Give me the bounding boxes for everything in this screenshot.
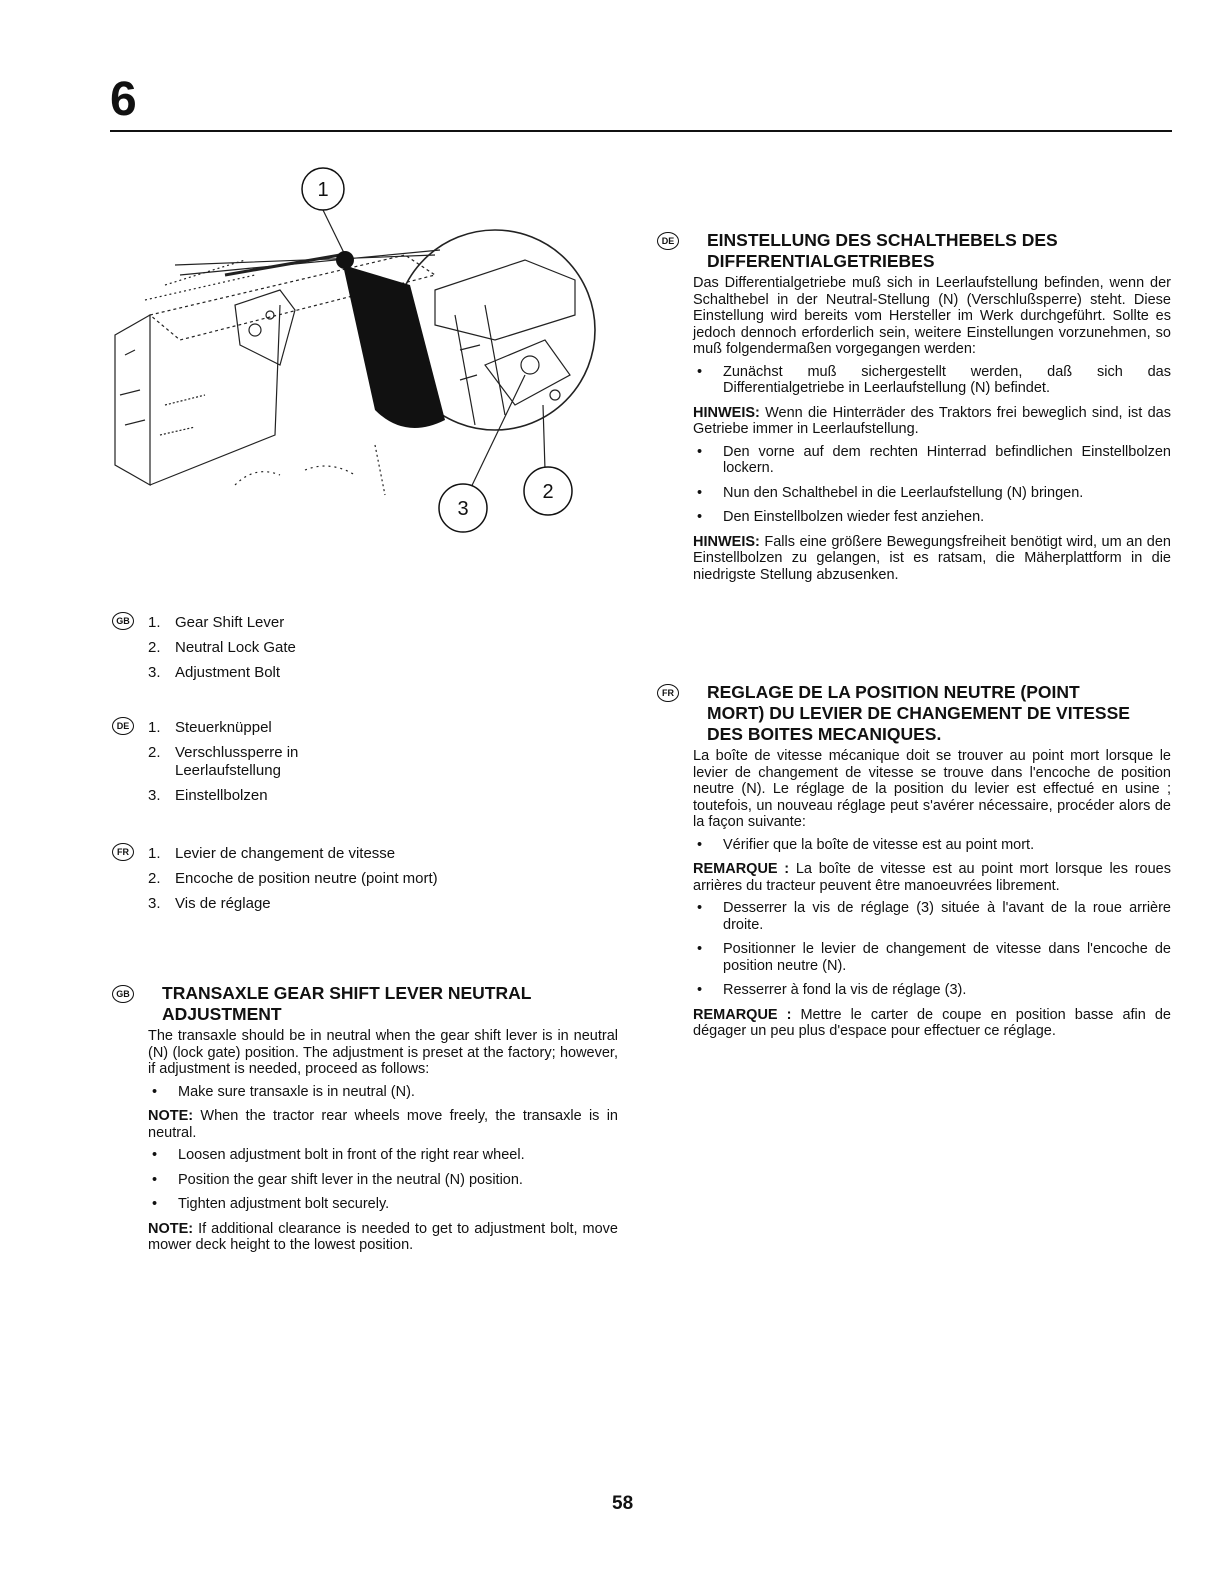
section-de (661, 230, 1171, 589)
list-item: • Desserrer la vis de réglage (3) située à l'avant de la roue arrière droite. (693, 900, 1171, 933)
legend-de (112, 719, 315, 812)
section-gb (116, 983, 618, 1260)
list-item: • Position the gear shift lever in the neutral (N) position. (148, 1172, 618, 1189)
intro-paragraph: Das Differentialgetriebe muß sich in Leerlaufstellung befinden, wenn der Schalthebel in der Neutral-Stellung (N) (Verschlußsperre) steht. Diese Einstellung wird bereits vom Hersteller im Werk durchgeführt. Sollte es jedoch dennoch erforderlich sein, weitere Einstellungen vorzunehmen, so muß folgendermaßen vorgegangen werden: (693, 275, 1171, 357)
note: REMARQUE : Mettre le carter de coupe en position basse afin de dégager un peu plus d'espace pour effectuer ce réglage. (693, 1006, 1171, 1039)
note: HINWEIS: Wenn die Hinterräder des Traktors frei beweglich sind, ist das Getriebe immer in Leerlaufstellung. (693, 404, 1171, 437)
list-item: • Make sure transaxle is in neutral (N). (148, 1084, 618, 1101)
fr-flag-icon: FR (657, 684, 679, 702)
svg-text:3: 3 (457, 498, 469, 520)
page-number: 58 (612, 1493, 634, 1514)
callout-3 (439, 484, 487, 532)
list-item: • Zunächst muß sichergestellt werden, daß sich das Differentialgetriebe in Leerlaufstellung (N) befindet. (693, 364, 1171, 397)
note: NOTE: If additional clearance is needed to get to adjustment bolt, move mower deck height to the lowest position. (148, 1220, 618, 1253)
list-item: • Nun den Schalthebel in die Leerlaufstellung (N) bringen. (693, 485, 1171, 502)
legend-item: 3. Vis de réglage (148, 895, 271, 912)
chapter-number: 6 (110, 73, 137, 126)
list-item: • Loosen adjustment bolt in front of the right rear wheel. (148, 1147, 618, 1164)
note: HINWEIS: Falls eine größere Bewegungsfreiheit benötigt wird, um an den Einstellbolzen zu gelangen, ist es ratsam, die Mäherplattform in die niedrigste Stellung abzusenken. (693, 533, 1171, 583)
gb-flag-icon: GB (112, 612, 134, 630)
intro-paragraph: The transaxle should be in neutral when the gear shift lever is in neutral (N) (lock gate) position. The adjustment is preset at the factory; however, if adjustment is needed, proceed as follows: (148, 1028, 618, 1077)
section-title: FR REGLAGE DE LA POSITION NEUTRE (POINT MORT) DU LEVIER DE CHANGEMENT DE VITESSE DES BOITES MECANIQUES. (693, 682, 1137, 745)
callout-2 (524, 467, 572, 515)
svg-text:2: 2 (542, 481, 554, 503)
svg-text:1: 1 (317, 179, 329, 201)
list-item: • Vérifier que la boîte de vitesse est au point mort. (693, 837, 1171, 854)
legend-gb (112, 614, 296, 689)
section-fr (662, 682, 1171, 1046)
section-title: DE EINSTELLUNG DES SCHALTHEBELS DES DIFFERENTIALGETRIEBES (693, 230, 1157, 272)
gb-flag-icon: GB (112, 985, 134, 1003)
de-flag-icon: DE (657, 232, 679, 250)
legend-item: 2. Verschlussperre in Leerlaufstellung (148, 744, 299, 779)
legend-fr (112, 845, 438, 920)
de-flag-icon: DE (112, 717, 134, 735)
legend-item: 1. Levier de changement de vitesse (148, 845, 396, 862)
note: NOTE: When the tractor rear wheels move freely, the transaxle is in neutral. (148, 1108, 618, 1141)
list-item: • Positionner le levier de changement de vitesse dans l'encoche de position neutre (N). (693, 941, 1171, 974)
fr-flag-icon: FR (112, 843, 134, 861)
note: REMARQUE : La boîte de vitesse est au point mort lorsque les roues arrières du tracteur peuvent être manoeuvrées librement. (693, 861, 1171, 894)
section-title: GB TRANSAXLE GEAR SHIFT LEVER NEUTRAL ADJUSTMENT (148, 983, 602, 1025)
list-item: • Tighten adjustment bolt securely. (148, 1196, 618, 1213)
legend-item: 1. Steuerknüppel (148, 719, 272, 736)
legend-item: 3. Einstellbolzen (148, 787, 268, 804)
callout-1 (302, 168, 344, 210)
list-item: • Den Einstellbolzen wieder fest anziehen. (693, 509, 1171, 526)
intro-paragraph: La boîte de vitesse mécanique doit se trouver au point mort lorsque le levier de changement de vitesse se trouve dans l'encoche de position neutre (N). Le réglage de la position du levier est effectué en usine ; toutefois, un nouveau réglage peut s'avérer nécessaire, procéder alors de la façon suivante: (693, 748, 1171, 830)
legend-item: 3. Adjustment Bolt (148, 664, 281, 681)
list-item: • Resserrer à fond la vis de réglage (3). (693, 982, 1171, 999)
header-rule (110, 130, 1172, 132)
gear-shift-illustration (105, 165, 610, 550)
legend-item: 2. Neutral Lock Gate (148, 639, 296, 656)
legend-item: 2. Encoche de position neutre (point mort) (148, 870, 438, 887)
list-item: • Den vorne auf dem rechten Hinterrad befindlichen Einstellbolzen lockern. (693, 444, 1171, 477)
legend-item: 1. Gear Shift Lever (148, 614, 285, 631)
